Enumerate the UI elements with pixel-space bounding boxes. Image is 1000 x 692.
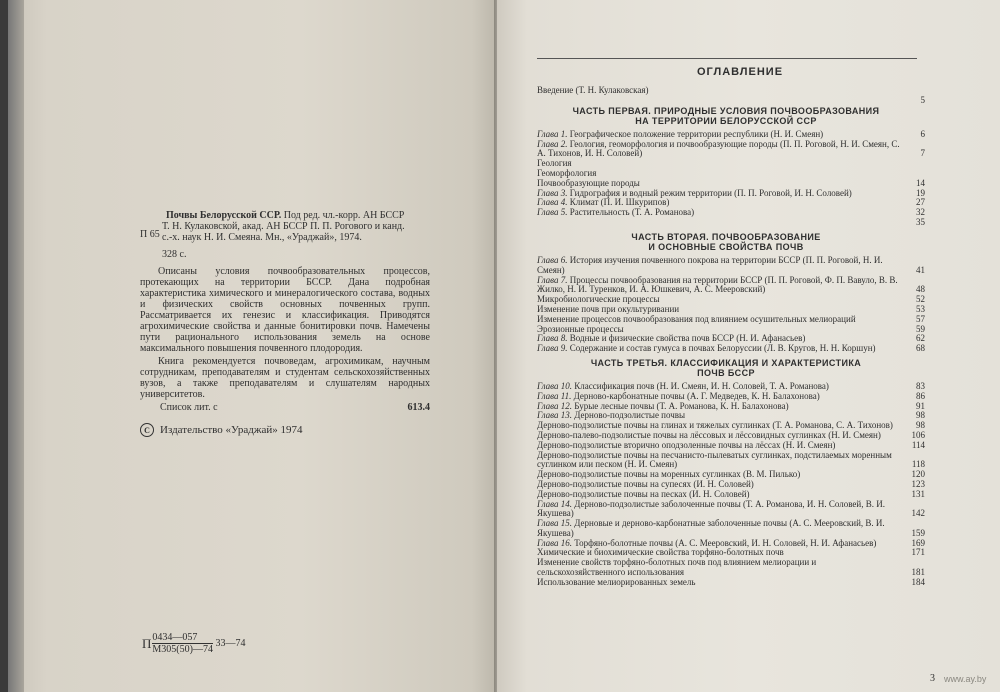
toc-entry — [537, 208, 925, 218]
part-3-line-2: ПОЧВ БССР — [697, 367, 755, 378]
toc-entry — [537, 276, 925, 296]
toc-entry-text: Геология — [537, 158, 572, 169]
toc-page-number: 14 — [916, 177, 925, 188]
toc-page-number: 19 — [916, 187, 925, 198]
annotation: Описаны условия почвообразовательных процессов, протекающих на территории БССР. Дана подробная характеристика химического и минералогического состава, водных и физических свойств основных почвенных групп. Рассматривается их генезис и классификация. Приводятся агрохимические свойства и данные бонитировки почв. Намечены пути рационального использования земель на основе максимального повышения почвенного плодородия. — [140, 266, 430, 354]
publication-index — [142, 632, 245, 655]
page-number: 3 — [930, 673, 935, 684]
toc-page-number: 35 — [916, 217, 925, 228]
part-3-heading — [537, 358, 925, 378]
toc-page-number: 159 — [911, 527, 925, 538]
toc-entry — [537, 558, 925, 578]
table-of-contents — [537, 86, 925, 588]
bibliographic-record — [140, 210, 430, 413]
chapter-label: Глава 13. — [537, 410, 573, 421]
toc-entry — [537, 451, 925, 471]
chapter-label: Глава 6. — [537, 254, 568, 265]
toc-page-number: 118 — [911, 459, 925, 470]
toc-entry-text: Торфяно-болотные почвы (А. С. Мееровский, И. Н. Соловей, Н. И. Афанасьев) — [574, 537, 877, 548]
copyright-line — [140, 423, 302, 437]
chapter-label: Глава 11. — [537, 390, 572, 401]
toc-intro — [537, 86, 925, 96]
toc-entry-text: Дерново-подзолистые почвы на песчанисто-пылеватых суглинках, подстилаемых моренным суглинком или песком (Н. И. Смеян) — [537, 449, 892, 470]
toc-entry-text: Микробиологические процессы — [537, 294, 660, 305]
part-2-line-1: ЧАСТЬ ВТОРАЯ. ПОЧВООБРАЗОВАНИЕ — [631, 231, 821, 242]
book-title: Почвы Белорусской ССР. — [166, 210, 282, 221]
toc-entry-text: Дерново-подзолистые вторично оподзоленные почвы на лёссах (Н. И. Смеян) — [537, 439, 836, 450]
toc-entry-text: Геология, геоморфология и почвообразующие породы (П. П. Роговой, Н. И. Смеян, С. А. Тихонов, И. Н. Соловей) — [537, 138, 900, 159]
page-count: 328 с. — [162, 249, 187, 260]
toc-entry-text: Дерновые и дерново-карбонатные заболоченные почвы (А. С. Мееровский, В. И. Якушева) — [537, 518, 885, 538]
toc-entry-text: Дерново-подзолистые почвы на супесях (И. Н. Соловей) — [537, 478, 754, 489]
toc-page-number: 98 — [916, 420, 925, 431]
chapter-label: Глава 14. — [537, 498, 573, 509]
toc-page-number: 53 — [916, 303, 925, 314]
toc-page-number: 52 — [916, 294, 925, 305]
toc-page-number: 32 — [916, 207, 925, 218]
toc-intro-page: 5 — [920, 95, 925, 105]
toc-page-number: 57 — [916, 313, 925, 324]
part-2-heading — [537, 232, 925, 252]
chapter-label: Глава 10. — [537, 380, 573, 391]
toc-entry — [537, 519, 925, 539]
toc-entry-text: Изменение процессов почвообразования под влиянием осушительных мелиораций — [537, 313, 856, 324]
bib-footer — [140, 402, 430, 413]
toc-entry-text: Дерново-подзолистые почвы на глинах и тяжелых суглинках (Т. А. Романова, С. А. Тихонов) — [537, 420, 893, 431]
chapter-label: Глава 7. — [537, 274, 568, 285]
toc-entry-text: Дерново-палево-подзолистые почвы на лёссовых и лёссовидных суглинках (Н. И. Смеян) — [537, 429, 881, 440]
toc-entry — [537, 218, 925, 228]
toc-page-number: 27 — [916, 197, 925, 208]
chapter-label: Глава 3. — [537, 187, 568, 198]
bibliography-ref: Список лит. с — [160, 402, 218, 413]
toc-entry-text: Процессы почвообразования на территории БССР (П. П. Роговой, Ф. П. Вавуло, В. В. Жилко, Н. И. Туренков, И. А. Юшкевич, А. С. Мееровский) — [537, 274, 898, 295]
annotation-audience: Книга рекомендуется почвоведам, агрохимикам, научным сотрудникам, преподавателям и студентам сельскохозяйственных вузов, а также преподавателям и слушателям народных университетов. — [140, 356, 430, 400]
toc-entry-text: Использование мелиорированных земель — [537, 576, 696, 587]
toc-entry-text: Эрозионные процессы — [537, 323, 624, 334]
toc-entry-text: Изменение почв при окультуривании — [537, 303, 680, 314]
chapter-label: Глава 8. — [537, 333, 568, 344]
toc-page-number: 41 — [916, 264, 925, 275]
part-3-line-1: ЧАСТЬ ТРЕТЬЯ. КЛАССИФИКАЦИЯ И ХАРАКТЕРИСТИКА — [590, 357, 862, 368]
part-2-entries — [537, 256, 925, 354]
toc-page-number: 68 — [916, 343, 925, 354]
toc-entry-text: Дерново-подзолистые почвы на песках (И. Н. Соловей) — [537, 488, 750, 499]
toc-page-number: 171 — [911, 547, 925, 558]
part-1-line-1: ЧАСТЬ ПЕРВАЯ. ПРИРОДНЫЕ УСЛОВИЯ ПОЧВООБРАЗОВАНИЯ — [572, 105, 880, 116]
toc-entry-text: Водные и физические свойства почв БССР (Н. И. Афанасьев) — [569, 333, 806, 344]
toc-page-number: 184 — [911, 576, 925, 587]
toc-entry-text: Гидрография и водный режим территории (П. П. Роговой, И. Н. Соловей) — [569, 187, 852, 198]
chapter-label: Глава 9. — [537, 343, 568, 354]
top-rule — [537, 58, 917, 59]
toc-entry-text: Изменение свойств торфяно-болотных почв под влиянием мелиорации и сельскохозяйственного использования — [537, 557, 817, 578]
toc-entry-text: Классификация почв (Н. И. Смеян, И. Н. Соловей, Т. А. Романова) — [574, 380, 829, 391]
toc-page-number: 83 — [916, 380, 925, 391]
part-3-entries — [537, 382, 925, 588]
toc-entry-text: Географическое положение территории республики (Н. И. Смеян) — [569, 128, 824, 139]
toc-entry-text: История изучения почвенного покрова на территории БССР (П. П. Роговой, Н. И. Смеян) — [537, 254, 883, 275]
udc-code: 613.4 — [407, 402, 430, 413]
toc-page-number: 114 — [911, 439, 925, 450]
toc-page-number: 6 — [920, 128, 925, 139]
bib-line-3: с.-х. наук Н. И. Смеяна. Мн., «Ураджай», 1974. — [162, 232, 362, 243]
index-p: П — [142, 636, 152, 651]
index-denominator: М305(50)—74 — [152, 644, 213, 655]
bib-editors: Под ред. чл.-корр. АН БССР — [281, 210, 405, 221]
watermark: www.ay.by — [944, 674, 987, 684]
toc-entry-text: Дерново-подзолистые заболоченные почвы (Т. А. Романова, И. Н. Соловей, В. И. Якушева) — [537, 498, 885, 519]
chapter-label: Глава 1. — [537, 128, 568, 139]
toc-entry-text: Содержание и состав гумуса в почвах Белоруссии (Л. В. Кругов, Н. Н. Коршун) — [569, 343, 876, 354]
toc-page-number: 142 — [911, 508, 925, 519]
chapter-label: Глава 4. — [537, 197, 568, 208]
toc-entry-text: Бурые лесные почвы (Т. А. Романова, К. Н. Балахонова) — [574, 400, 789, 411]
toc-page-number: 169 — [911, 537, 925, 548]
toc-entry-text: Дерново-подзолистые почвы на моренных суглинках (В. М. Пилько) — [537, 469, 801, 480]
toc-page-number: 59 — [916, 323, 925, 334]
toc-entry-text: Растительность (Т. А. Романова) — [569, 207, 695, 218]
toc-page-number: 131 — [911, 488, 925, 499]
toc-page-number: 98 — [916, 410, 925, 421]
index-fraction — [152, 632, 213, 655]
toc-entry — [537, 344, 925, 354]
chapter-label: Глава 5. — [537, 207, 568, 218]
part-1-line-2: НА ТЕРРИТОРИИ БЕЛОРУССКОЙ ССР — [635, 115, 817, 126]
toc-entry-text: Геоморфология — [537, 167, 597, 178]
chapter-label: Глава 12. — [537, 400, 573, 411]
toc-entry-text: Дерново-подзолистые почвы — [574, 410, 686, 421]
toc-page-number: 181 — [911, 567, 925, 578]
part-1-entries — [537, 130, 925, 228]
toc-entry-text: Дерново-карбонатные почвы (А. Г. Медведев, К. Н. Балахонова) — [573, 390, 820, 401]
index-numerator: 0434—057 — [152, 632, 213, 644]
toc-title: ОГЛАВЛЕНИЕ — [696, 66, 784, 78]
toc-entry-text: Климат (П. И. Шкурипов) — [569, 197, 670, 208]
left-page-edge — [8, 0, 24, 692]
toc-page-number: 123 — [911, 478, 925, 489]
index-tail: 33—74 — [215, 637, 246, 649]
chapter-label: Глава 15. — [537, 518, 573, 529]
toc-page-number: 48 — [916, 284, 925, 295]
toc-intro-text: Введение (Т. Н. Кулаковская) — [537, 85, 649, 95]
toc-page-number: 120 — [911, 469, 925, 480]
chapter-label: Глава 2. — [537, 138, 568, 149]
toc-entry-text: Почвообразующие породы — [537, 177, 640, 188]
toc-page-number: 7 — [920, 148, 925, 159]
toc-page-number: 91 — [916, 400, 925, 411]
toc-intro-page-row — [537, 96, 925, 106]
catalog-p-code: П 65 — [140, 229, 160, 240]
copyright-text: Издательство «Ураджай» 1974 — [160, 424, 303, 436]
bib-heading — [140, 210, 430, 221]
copyright-icon: C — [140, 423, 154, 437]
toc-page-number: 86 — [916, 390, 925, 401]
toc-entry — [537, 256, 925, 276]
chapter-label: Глава 16. — [537, 537, 573, 548]
part-2-line-2: И ОСНОВНЫЕ СВОЙСТВА ПОЧВ — [648, 241, 804, 252]
toc-entry — [537, 500, 925, 520]
toc-page-number: 106 — [911, 429, 925, 440]
toc-entry-text: Химические и биохимические свойства торфяно-болотных почв — [537, 547, 784, 558]
part-1-heading — [537, 106, 925, 126]
bib-line-2: Т. Н. Кулаковской, акад. АН БССР П. П. Рогового и канд. — [162, 221, 405, 232]
toc-entry — [537, 140, 925, 160]
toc-page-number: 62 — [916, 333, 925, 344]
toc-entry — [537, 578, 925, 588]
